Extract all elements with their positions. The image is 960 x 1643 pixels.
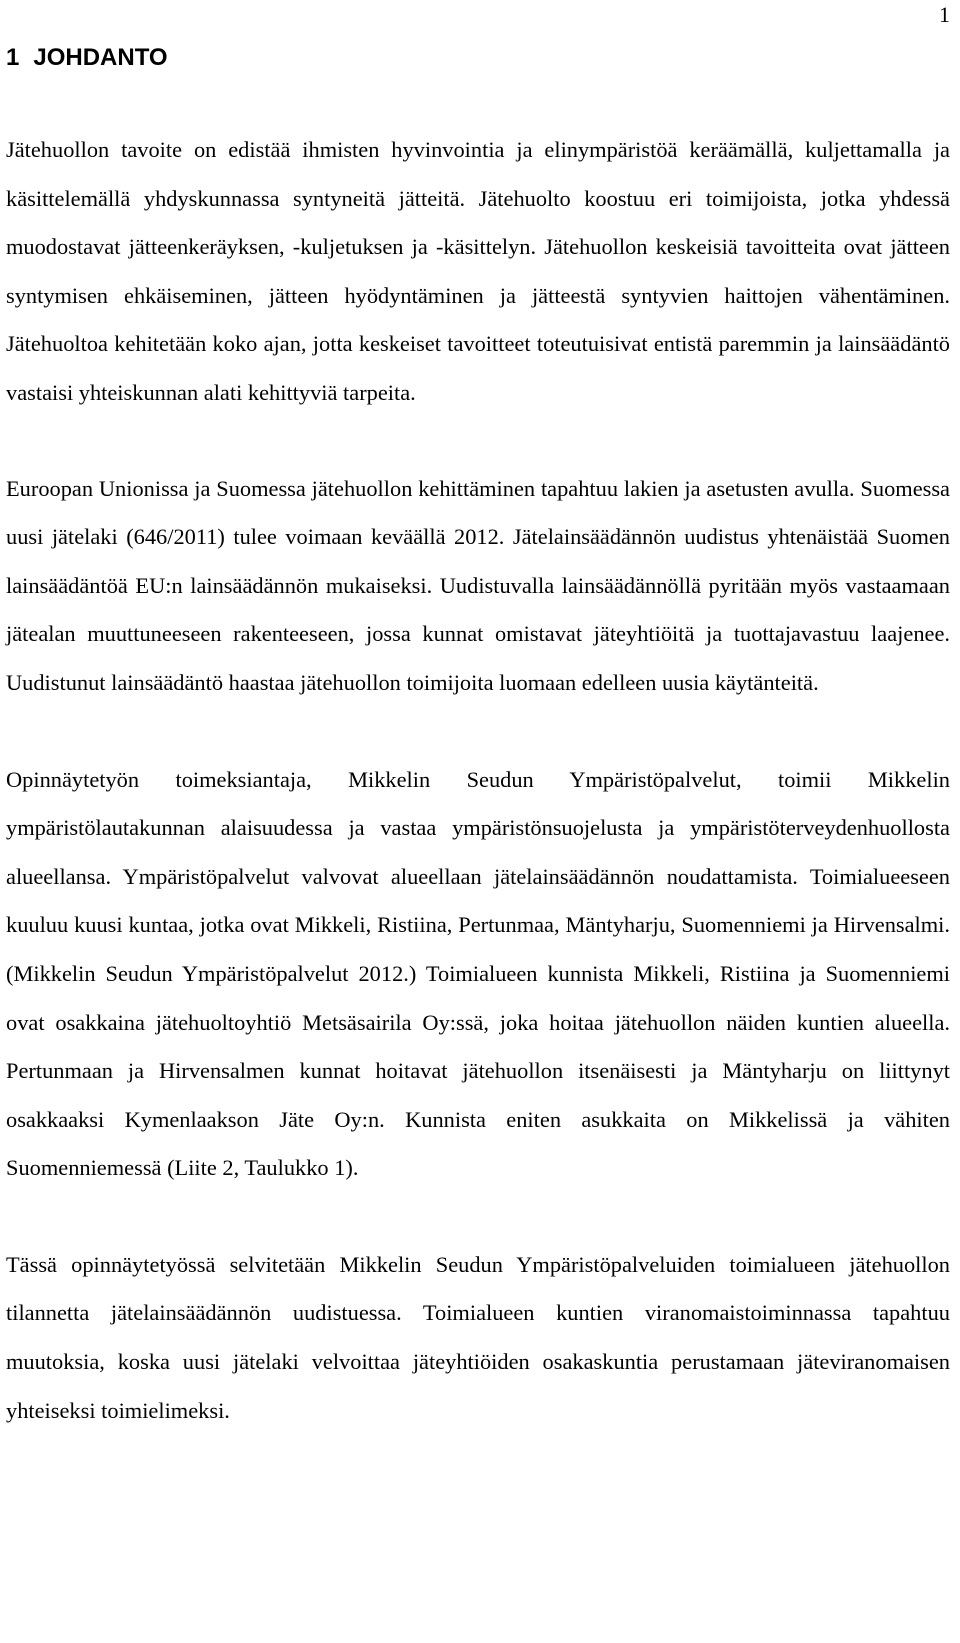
page-number: 1 <box>939 2 950 27</box>
paragraph-legislation-reform: Euroopan Unionissa ja Suomessa jätehuollon kehittäminen tapahtuu lakien ja asetusten avulla. Suomessa uusi jätelaki (646/2011) tulee voimaan keväällä 2012. Jätelainsäädännön uudistus yhtenäistää Suomen lainsäädäntöä EU:n lainsäädännön mukaiseksi. Uudistuvalla lainsäädännöllä pyritään myös vastaamaan jätealan muuttuneeseen rakenteeseen, jossa kunnat omistavat jäteyhtiöitä ja tuottajavastuu laajenee. Uudistunut lainsäädäntö haastaa jätehuollon toimijoita luomaan edelleen uusia käytänteitä. <box>6 475 950 695</box>
chapter-title: JOHDANTO <box>33 44 168 71</box>
paragraph-thesis-scope: Tässä opinnäytetyössä selvitetään Mikkelin Seudun Ympäristöpalveluiden toimialueen jätehuollon tilannetta jätelainsäädännön uudistuessa. Toimialueen kuntien viranomaistoiminnassa tapahtuu muutoksia, koska uusi jätelaki velvoittaa jäteyhtiöiden osakaskuntia perustamaan jäteviranomaisen yhteiseksi toimielimeksi. <box>6 1251 950 1423</box>
paragraph-commissioning-organization: Opinnäytetyön toimeksiantaja, Mikkelin Seudun Ympäristöpalvelut, toimii Mikkelin ympäristölautakunnan alaisuudessa ja vastaa ympäristönsuojelusta ja ympäristöterveydenhuollosta alueellansa. Ympäristöpalvelut valvovat alueellaan jätelainsäädännön noudattamista. Toimialueeseen kuuluu kuusi kuntaa, jotka ovat Mikkeli, Ristiina, Pertunmaa, Mäntyharju, Suomenniemi ja Hirvensalmi. (Mikkelin Seudun Ympäristöpalvelut 2012.) Toimialueen kunnista Mikkeli, Ristiina ja Suomenniemi ovat osakkaina jätehuoltoyhtiö Metsäsairila Oy:ssä, joka hoitaa jätehuollon näiden kuntien alueella. Pertunmaan ja Hirvensalmen kunnat hoitavat jätehuollon itsenäisesti ja Mäntyharju on liittynyt osakkaaksi Kymenlaakson Jäte Oy:n. Kunnista eniten asukkaita on Mikkelissä ja vähiten Suomenniemessä (Liite 2, Taulukko 1). <box>6 766 950 1181</box>
document-body <box>6 38 950 1435</box>
paragraph-waste-management-goals: Jätehuollon tavoite on edistää ihmisten hyvinvointia ja elinympäristöä keräämällä, kuljettamalla ja käsittelemällä yhdyskunnassa syntyneitä jätteitä. Jätehuolto koostuu eri toimijoista, jotka yhdessä muodostavat jätteenkeräyksen, -kuljetuksen ja -käsittelyn. Jätehuollon keskeisiä tavoitteita ovat jätteen syntymisen ehkäiseminen, jätteen hyödyntäminen ja jätteestä syntyvien haittojen vähentäminen. Jätehuoltoa kehitetään koko ajan, jotta keskeiset tavoitteet toteutuisivat entistä paremmin ja lainsäädäntö vastaisi yhteiskunnan alati kehittyviä tarpeita. <box>6 137 950 405</box>
chapter-number: 1 <box>6 44 20 71</box>
chapter-heading <box>6 38 950 78</box>
